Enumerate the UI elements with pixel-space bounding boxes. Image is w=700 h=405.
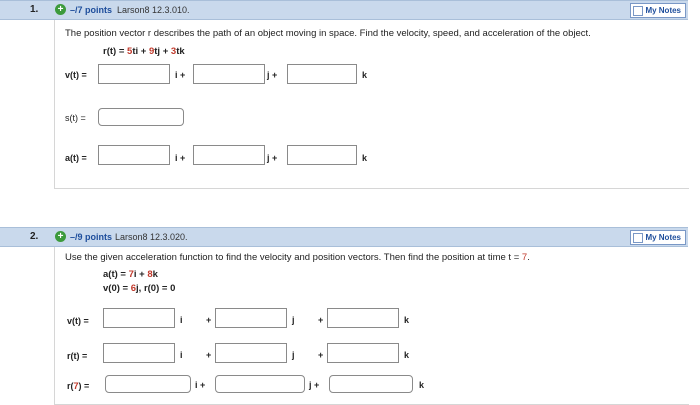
expand-plus-icon[interactable]: +: [55, 4, 66, 15]
acceleration-label: a(t) =: [65, 153, 87, 163]
given-equation: [103, 46, 185, 57]
given-coef-1: 7: [128, 269, 134, 280]
position-at-time-k-input[interactable]: [329, 375, 413, 393]
plus-sign: +: [318, 350, 324, 360]
unit-i: i +: [175, 153, 186, 163]
position-at-time-j-input[interactable]: [215, 375, 305, 393]
plus-sign: +: [318, 315, 324, 325]
velocity-j-input[interactable]: [215, 308, 287, 328]
position-label: r(t) =: [67, 351, 88, 361]
given-initial-conditions: [103, 283, 175, 294]
my-notes-button[interactable]: [630, 3, 686, 18]
given-term-1: i +: [133, 269, 145, 280]
question-1-header: [0, 0, 688, 20]
checkbox-icon: [633, 6, 643, 16]
prompt-time-value: 7: [521, 252, 528, 263]
given-term-2: tj +: [154, 46, 169, 57]
given-term-1: j, r(0) = 0: [136, 283, 176, 294]
unit-i: i: [180, 315, 183, 325]
position-at-time-label: [67, 381, 89, 391]
position-k-input[interactable]: [327, 343, 399, 363]
question-number: 2.: [30, 231, 39, 242]
question-1-body: [54, 20, 689, 189]
source-label: Larson8 12.3.020.: [115, 232, 188, 242]
unit-j: j +: [267, 153, 278, 163]
plus-sign: +: [206, 350, 212, 360]
unit-k: k: [419, 380, 425, 390]
unit-k: k: [362, 70, 368, 80]
given-prefix: v(0) =: [103, 283, 129, 294]
velocity-i-input[interactable]: [98, 64, 170, 84]
given-coef-1: 5: [127, 46, 133, 57]
my-notes-label: My Notes: [645, 6, 681, 15]
position-at-time-i-input[interactable]: [105, 375, 191, 393]
unit-j: j: [292, 315, 295, 325]
points-label: –/9 points: [70, 232, 113, 242]
given-prefix: a(t) =: [103, 269, 126, 280]
velocity-k-input[interactable]: [287, 64, 357, 84]
acceleration-j-input[interactable]: [193, 145, 265, 165]
question-number: 1.: [30, 4, 39, 15]
plus-sign: +: [206, 315, 212, 325]
given-coef-1: 6: [130, 283, 137, 294]
label-time-value: 7: [73, 381, 79, 391]
my-notes-label: My Notes: [645, 233, 681, 242]
unit-k: k: [404, 350, 410, 360]
given-acceleration: [103, 269, 158, 280]
unit-j: j +: [309, 380, 320, 390]
given-term-2: k: [152, 269, 158, 280]
label-start: r(: [67, 381, 74, 391]
unit-j: j: [292, 350, 295, 360]
expand-plus-icon[interactable]: +: [55, 231, 66, 242]
source-label: Larson8 12.3.010.: [117, 5, 190, 15]
unit-k: k: [362, 153, 368, 163]
question-prompt: The position vector r describes the path of an object moving in space. Find the velocity, speed, and acceleration of the object.: [65, 28, 591, 39]
question-prompt: [65, 252, 530, 263]
question-2-body: [54, 247, 689, 405]
position-j-input[interactable]: [215, 343, 287, 363]
velocity-k-input[interactable]: [327, 308, 399, 328]
given-coef-3: 3: [170, 46, 177, 57]
unit-i: i: [180, 350, 183, 360]
my-notes-button[interactable]: [630, 230, 686, 245]
acceleration-i-input[interactable]: [98, 145, 170, 165]
speed-label: s(t) =: [65, 113, 86, 123]
given-term-3: tk: [176, 46, 185, 57]
question-2-header: [0, 227, 688, 247]
given-term-1: ti +: [132, 46, 147, 57]
unit-k: k: [404, 315, 410, 325]
label-end: ) =: [78, 381, 90, 391]
velocity-label: v(t) =: [67, 316, 89, 326]
unit-j: j +: [267, 70, 278, 80]
velocity-j-input[interactable]: [193, 64, 265, 84]
acceleration-k-input[interactable]: [287, 145, 357, 165]
unit-i: i +: [195, 380, 206, 390]
given-coef-2: 9: [148, 46, 155, 57]
speed-input[interactable]: [98, 108, 184, 126]
points-label: –/7 points: [70, 5, 113, 15]
given-coef-2: 8: [147, 269, 153, 280]
prompt-end: .: [527, 252, 530, 263]
given-prefix: r(t) =: [103, 46, 125, 57]
position-i-input[interactable]: [103, 343, 175, 363]
velocity-i-input[interactable]: [103, 308, 175, 328]
velocity-label: v(t) =: [65, 70, 87, 80]
prompt-text: Use the given acceleration function to find the velocity and position vectors. Then find the position at time t =: [65, 252, 520, 263]
checkbox-icon: [633, 233, 643, 243]
unit-i: i +: [175, 70, 186, 80]
